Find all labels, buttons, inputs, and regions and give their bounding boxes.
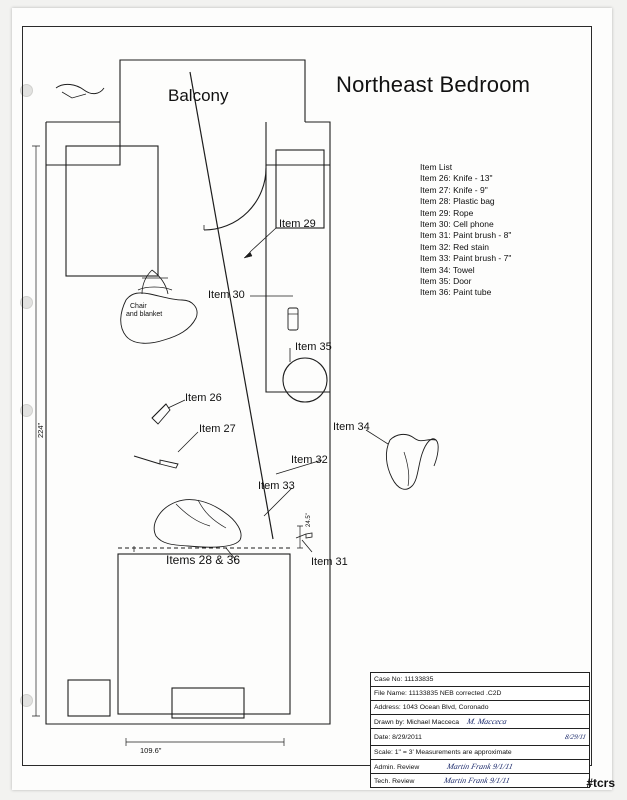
item-list-entry: Item 32: Red stain [420, 241, 489, 252]
tech-review-signature: Martin Frank 9/1/11 [443, 775, 512, 785]
width-dimension-label: 109.6" [140, 746, 162, 755]
chair-note-line2: and blanket [126, 311, 163, 318]
callout-item-26: Item 26 [185, 392, 222, 404]
field-value: 11133835 [404, 675, 434, 683]
item-list-entry: Item 35: Door [420, 276, 472, 287]
height-dimension-label: 224" [36, 422, 45, 438]
callout-item-30: Item 30 [208, 289, 245, 301]
item-list-entry: Item 30: Cell phone [420, 219, 494, 230]
field-value: 11133835 NEB corrected .C2D [408, 689, 502, 697]
item-list-entry: Item 36: Paint tube [420, 287, 492, 298]
field-label: Scale: [374, 748, 393, 756]
small-dimension-label: 24.5" [306, 513, 312, 527]
field-label: Admin. Review [374, 763, 420, 771]
title-block-row-admin-review [371, 760, 589, 774]
item-list-entry: Item 27: Knife - 9" [420, 184, 488, 195]
callout-item-27: Item 27 [199, 423, 236, 435]
callout-item-33: Item 33 [258, 480, 295, 492]
title-block-row-tech-review [371, 774, 589, 788]
field-label: Date: [374, 733, 391, 741]
title-block-row-file-name [371, 687, 589, 701]
title-block-row-case-no [371, 673, 589, 687]
balcony-label: Balcony [168, 86, 229, 105]
title-block-row-scale [371, 746, 589, 760]
field-label: Case No: [374, 675, 403, 683]
date-signature: 8/29/11 [564, 732, 587, 741]
item-list-entry: Item 33: Paint brush - 7" [420, 253, 512, 264]
field-label: Address: [374, 703, 401, 711]
callout-item-34: Item 34 [333, 421, 370, 433]
item-list-heading: Item List [420, 162, 453, 172]
field-label: Drawn by: [374, 718, 405, 726]
callout-item-31: Item 31 [311, 556, 348, 568]
callout-item-32: Item 32 [291, 454, 328, 466]
item-list-entry: Item 28: Plastic bag [420, 196, 495, 207]
field-value: Michael Macceca [406, 718, 460, 726]
admin-review-signature: Martin Frank 9/1/11 [446, 761, 514, 771]
item-list-entry: Item 26: Knife - 13" [420, 173, 493, 184]
title-block-row-date [371, 729, 589, 746]
drawing-border [22, 26, 592, 766]
page-title: Northeast Bedroom [336, 72, 531, 97]
drawn-by-signature: M. Macceca [466, 716, 508, 726]
callout-item-35: Item 35 [295, 341, 332, 353]
item-list-entry: Item 31: Paint brush - 8" [420, 230, 512, 241]
callout-items-28-36: Items 28 & 36 [166, 553, 241, 567]
title-block-row-drawn-by [371, 715, 589, 729]
chair-note-line1: Chair [130, 303, 147, 310]
field-value: 8/29/2011 [392, 733, 422, 741]
field-label: File Name: [374, 689, 407, 697]
item-list-entry: Item 29: Rope [420, 207, 474, 218]
field-value: 1043 Ocean Blvd, Coronado [402, 703, 489, 711]
title-block-row-address [371, 701, 589, 715]
item-list-entry: Item 34: Towel [420, 264, 475, 275]
callout-item-29: Item 29 [279, 218, 316, 230]
watermark-label: #tcrs [586, 776, 615, 790]
title-block [370, 672, 590, 788]
field-value: 1" = 3' Measurements are approximate [394, 748, 512, 756]
item-list [420, 162, 511, 299]
field-label: Tech. Review [374, 777, 415, 785]
